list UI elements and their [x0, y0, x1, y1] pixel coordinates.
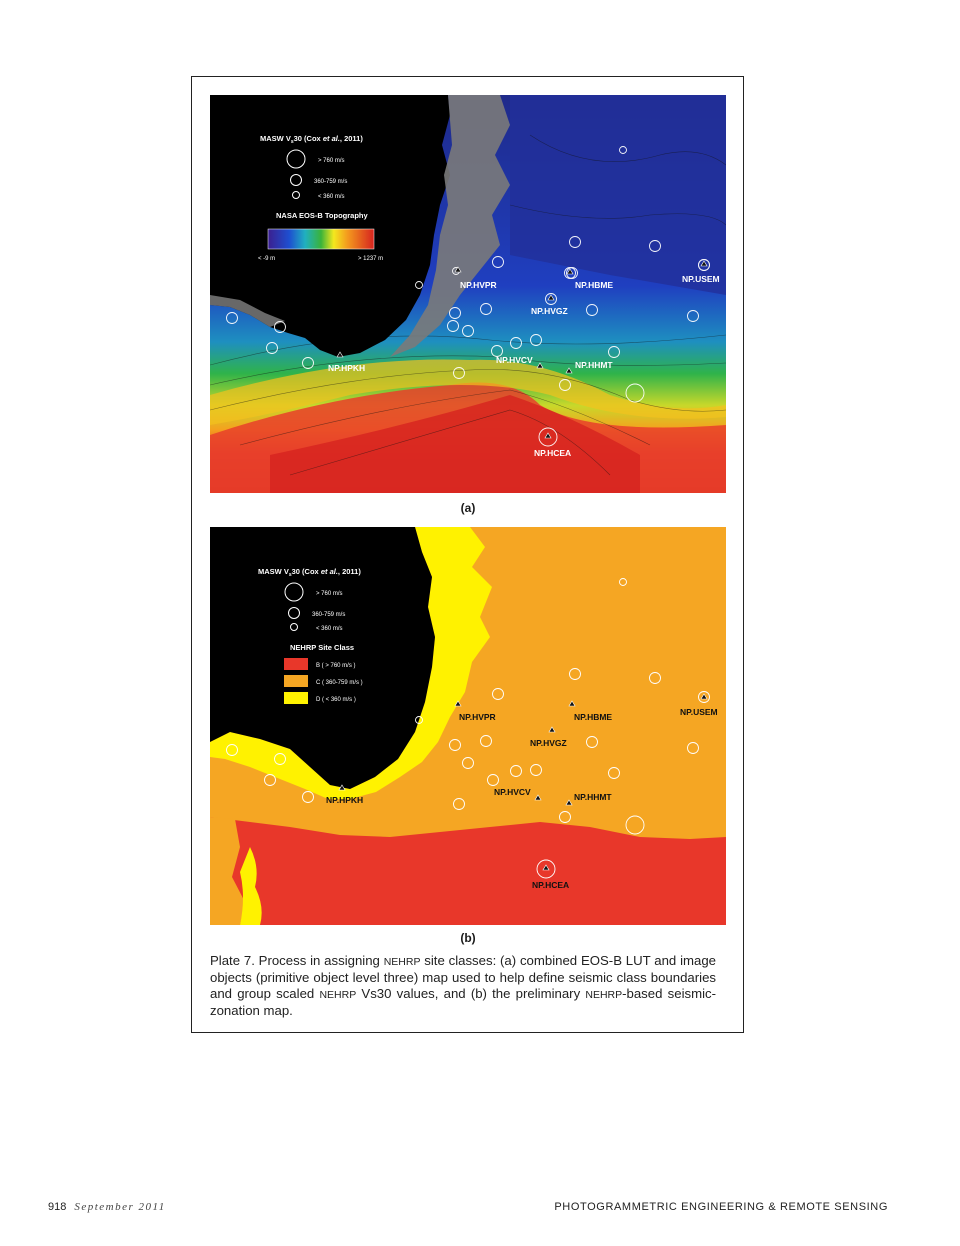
- panel-b-label: (b): [460, 931, 476, 945]
- plate-caption: Plate 7. Process in assigning NEHRP site classes: (a) combined EOS-B LUT and image objects (primitive object level three) map used to help define seismic class boundaries and group scaled NEHRP Vs30 values, and (b) the preliminary NEHRP-based seismic-zonation map.: [210, 953, 716, 1018]
- legend-topo-title: NASA EOS-B Topography: [276, 211, 368, 220]
- station-label-hcea: NP.HCEA: [534, 448, 572, 458]
- station-label-hvpr: NP.HVPR: [460, 280, 497, 290]
- legend-color-bar: [268, 229, 374, 249]
- legend-vs30-title: MASW $V_s30$ (Cox et al., 2011): [260, 134, 363, 145]
- site-class-map: [210, 527, 726, 925]
- legend-swatch-b: [284, 658, 308, 670]
- station-label-hhmt: NP.HHMT: [575, 360, 613, 370]
- station-label-hhmt: NP.HHMT: [574, 792, 612, 802]
- legend-topo-min: < -9 m: [258, 256, 276, 262]
- station-label-hbme: NP.HBME: [575, 280, 614, 290]
- topography-map: [210, 95, 726, 493]
- station-label-hvpr: NP.HVPR: [459, 712, 496, 722]
- legend-vs-high: > 760 m/s: [316, 591, 343, 597]
- legend-swatch-d: [284, 692, 308, 704]
- station-label-hpkh: NP.HPKH: [328, 363, 366, 373]
- station-label-hvcv: NP.HVCV: [494, 787, 531, 797]
- legend-vs-mid: 360-759 m/s: [314, 179, 348, 185]
- issue-date: September 2011: [74, 1201, 166, 1213]
- legend-site-b: B ( > 760 m/s ): [316, 663, 356, 669]
- station-label-usem: NP.USEM: [680, 707, 718, 717]
- page-footer-left: [48, 1201, 166, 1213]
- legend-vs-low: < 360 m/s: [316, 626, 343, 632]
- station-label-hvcv: NP.HVCV: [496, 355, 533, 365]
- legend-vs30-title: MASW $V_s30$ (Cox et al., 2011): [258, 567, 361, 578]
- station-label-usem: NP.USEM: [682, 274, 720, 284]
- station-label-hbme: NP.HBME: [574, 712, 613, 722]
- legend-site-c: C ( 360-759 m/s ): [316, 680, 363, 686]
- station-label-hvgz: NP.HVGZ: [530, 738, 567, 748]
- panel-a-label: (a): [460, 501, 476, 515]
- journal-name: PHOTOGRAMMETRIC ENGINEERING & REMOTE SENSING: [554, 1201, 888, 1213]
- legend-vs-low: < 360 m/s: [318, 194, 345, 200]
- station-label-hpkh: NP.HPKH: [326, 795, 364, 805]
- legend-site-class-title: NEHRP Site Class: [290, 643, 355, 652]
- station-label-hvgz: NP.HVGZ: [531, 306, 568, 316]
- legend-vs-mid: 360-759 m/s: [312, 612, 346, 618]
- legend-site-d: D ( < 360 m/s ): [316, 697, 356, 703]
- station-label-hcea: NP.HCEA: [532, 880, 570, 890]
- page-number: 918: [48, 1201, 67, 1213]
- legend-vs-high: > 760 m/s: [318, 158, 345, 164]
- legend-topo-max: > 1237 m: [358, 256, 384, 262]
- legend-swatch-c: [284, 675, 308, 687]
